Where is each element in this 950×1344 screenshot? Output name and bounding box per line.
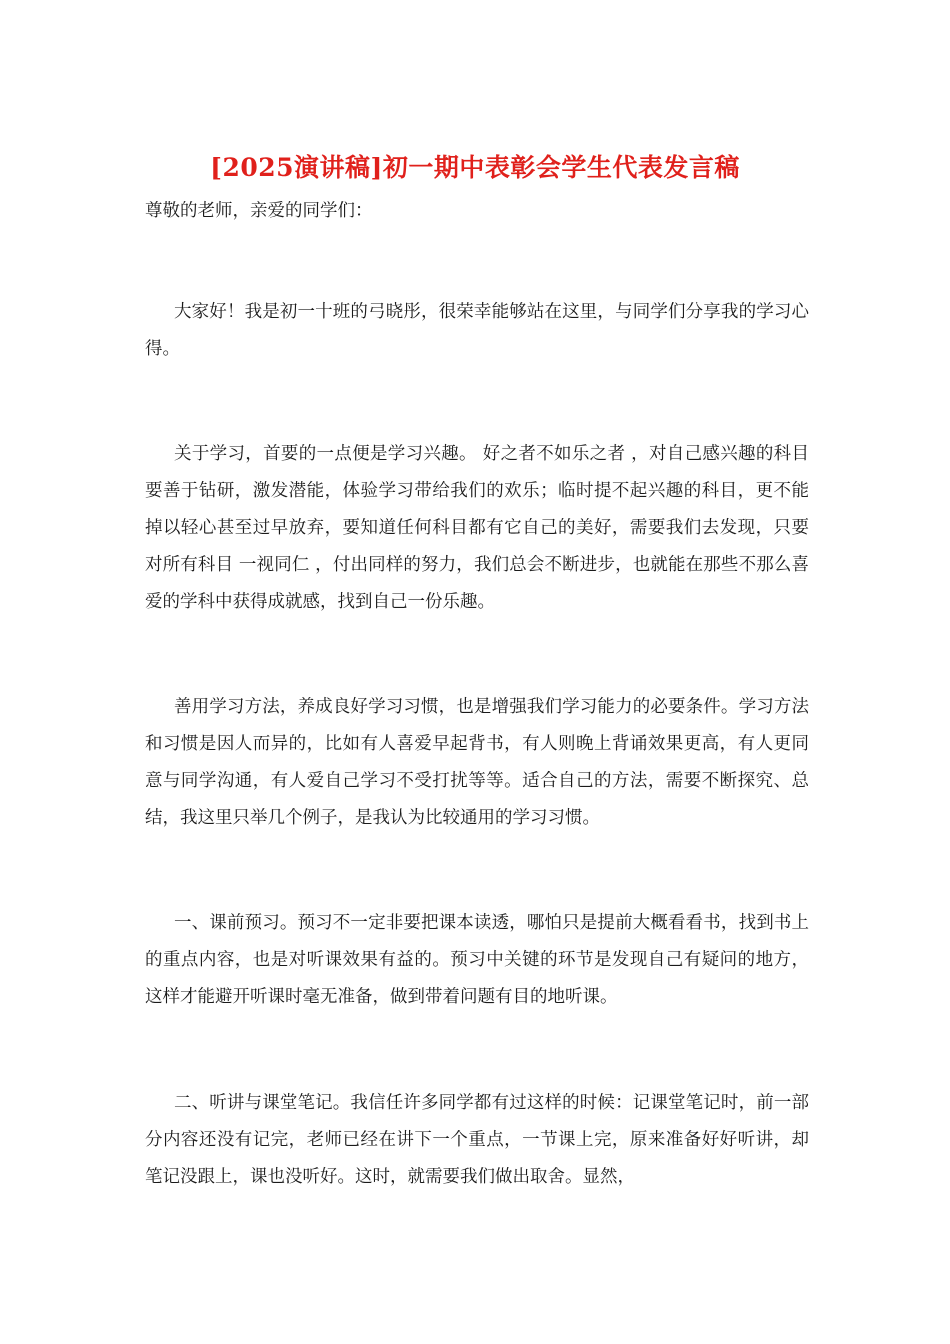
paragraph-preview: 一、课前预习。预习不一定非要把课本读透，哪怕只是提前大概看看书，找到书上的重点内容，也是对听课效果有益的。预习中关键的环节是发现自己有疑问的地方，这样才能避开听课时毫无准备，做到带着问题有目的地听课。 <box>145 913 809 1007</box>
paragraph-greeting: 大家好！我是初一十班的弓晓彤，很荣幸能够站在这里，与同学们分享我的学习心得。 <box>145 302 809 359</box>
paragraph-interest: 关于学习，首要的一点便是学习兴趣。 好之者不如乐之者 ，对自己感兴趣的科目要善于钻研，激发潜能，体验学习带给我们的欢乐；临时提不起兴趣的科目，更不能掉以轻心甚至过早放弃，要知道任何科目都有它自己的美好，需要我们去发现，只要对所有科目 一视同仁 ，付出同样的努力，我们总会不断进步，也就能在那些不那么喜爱的学科中获得成就感，找到自己一份乐趣。 <box>145 444 809 612</box>
paragraph-methods: 善用学习方法，养成良好学习习惯，也是增强我们学习能力的必要条件。学习方法和习惯是因人而异的，比如有人喜爱早起背书，有人则晚上背诵效果更高，有人更同意与同学沟通，有人爱自己学习不受打扰等等。适合自己的方法，需要不断探究、总结，我这里只举几个例子，是我认为比较通用的学习习惯。 <box>145 697 809 828</box>
salutation: 尊敬的老师，亲爱的同学们： <box>145 201 373 221</box>
document-title: [2025演讲稿]初一期中表彰会学生代表发言稿 <box>210 153 740 182</box>
paragraph-notes: 二、听讲与课堂笔记。我信任许多同学都有过这样的时候：记课堂笔记时，前一部分内容还没有记完，老师已经在讲下一个重点，一节课上完，原来准备好好听讲，却笔记没跟上，课也没听好。这时，就需要我们做出取舍。显然， <box>145 1093 809 1187</box>
